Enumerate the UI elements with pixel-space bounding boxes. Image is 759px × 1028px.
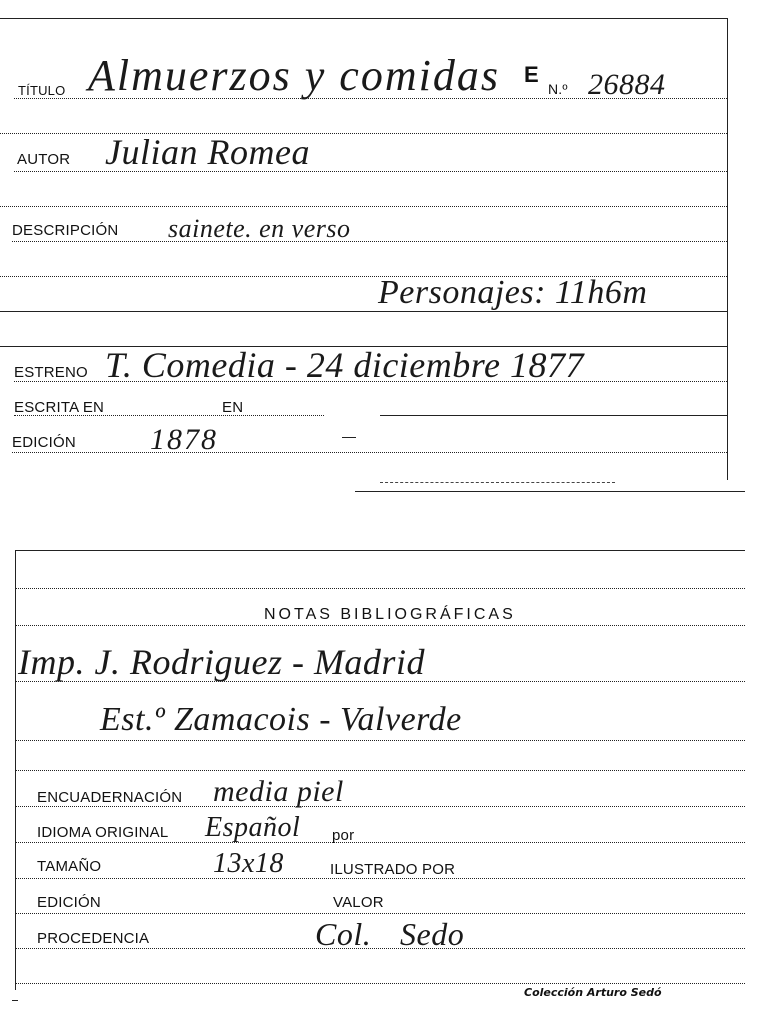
e-mark: E [524,62,539,87]
note-line-2: Est.º Zamacois - Valverde [100,701,462,738]
edition-label: EDICIÓN [12,434,76,451]
pen-dash [342,437,356,438]
rule-line [15,913,745,914]
title-label: TÍTULO [18,83,66,98]
rule-line [355,491,745,492]
edition-value: 1878 [150,423,218,456]
description-label: DESCRIPCIÓN [12,222,119,239]
collection-credit: Colección Arturo Sedó [524,986,662,999]
language-value: Español [205,812,301,843]
pen-dash [12,1000,18,1001]
provenance-value-1: Col. [315,916,372,952]
premiere-value: T. Comedia - 24 diciembre 1877 [105,345,584,385]
number-label: N.º [548,81,568,97]
notes-heading: NOTAS BIBLIOGRÁFICAS [264,606,516,623]
note-line-1: Imp. J. Rodriguez - Madrid [18,642,425,682]
value-label: VALOR [333,894,384,911]
rule-line [15,806,745,807]
title-value: Almuerzos y comidas [88,51,500,100]
description-value: sainete. en verso [168,214,351,243]
edition-label: EDICIÓN [37,894,101,911]
number-value: 26884 [588,68,666,101]
illustrated-label: ILUSTRADO POR [330,861,456,878]
size-value: 13x18 [213,848,284,879]
rule-line [15,842,745,843]
language-label: IDIOMA ORIGINAL [37,824,169,841]
binding-label: ENCUADERNACIÓN [37,789,183,806]
rule-line [15,948,745,949]
rule-line [15,588,745,589]
size-label: TAMAÑO [37,858,102,875]
card-top-border [0,18,728,19]
premiere-label: ESTRENO [14,364,88,381]
by-label: por [332,827,355,844]
rule-line [15,878,745,879]
binding-value: media piel [213,775,344,808]
card-top-border [15,550,745,551]
rule-line [15,983,745,984]
in-label: EN [222,399,244,416]
rule-line [380,482,615,483]
rule-line [0,311,727,312]
rule-line [380,415,727,416]
rule-line [12,241,727,242]
characters-value: Personajes: 11h6m [378,274,648,311]
rule-line [15,740,745,741]
provenance-label: PROCEDENCIA [37,930,150,947]
rule-line [15,625,745,626]
written-in-label: ESCRITA EN [14,399,105,416]
author-label: AUTOR [17,151,71,168]
rule-line [12,452,727,453]
rule-line [15,770,745,771]
author-value: Julian Romea [105,132,310,172]
provenance-value-2: Sedo [400,916,465,952]
rule-line [0,206,727,207]
card-right-border [727,18,728,480]
